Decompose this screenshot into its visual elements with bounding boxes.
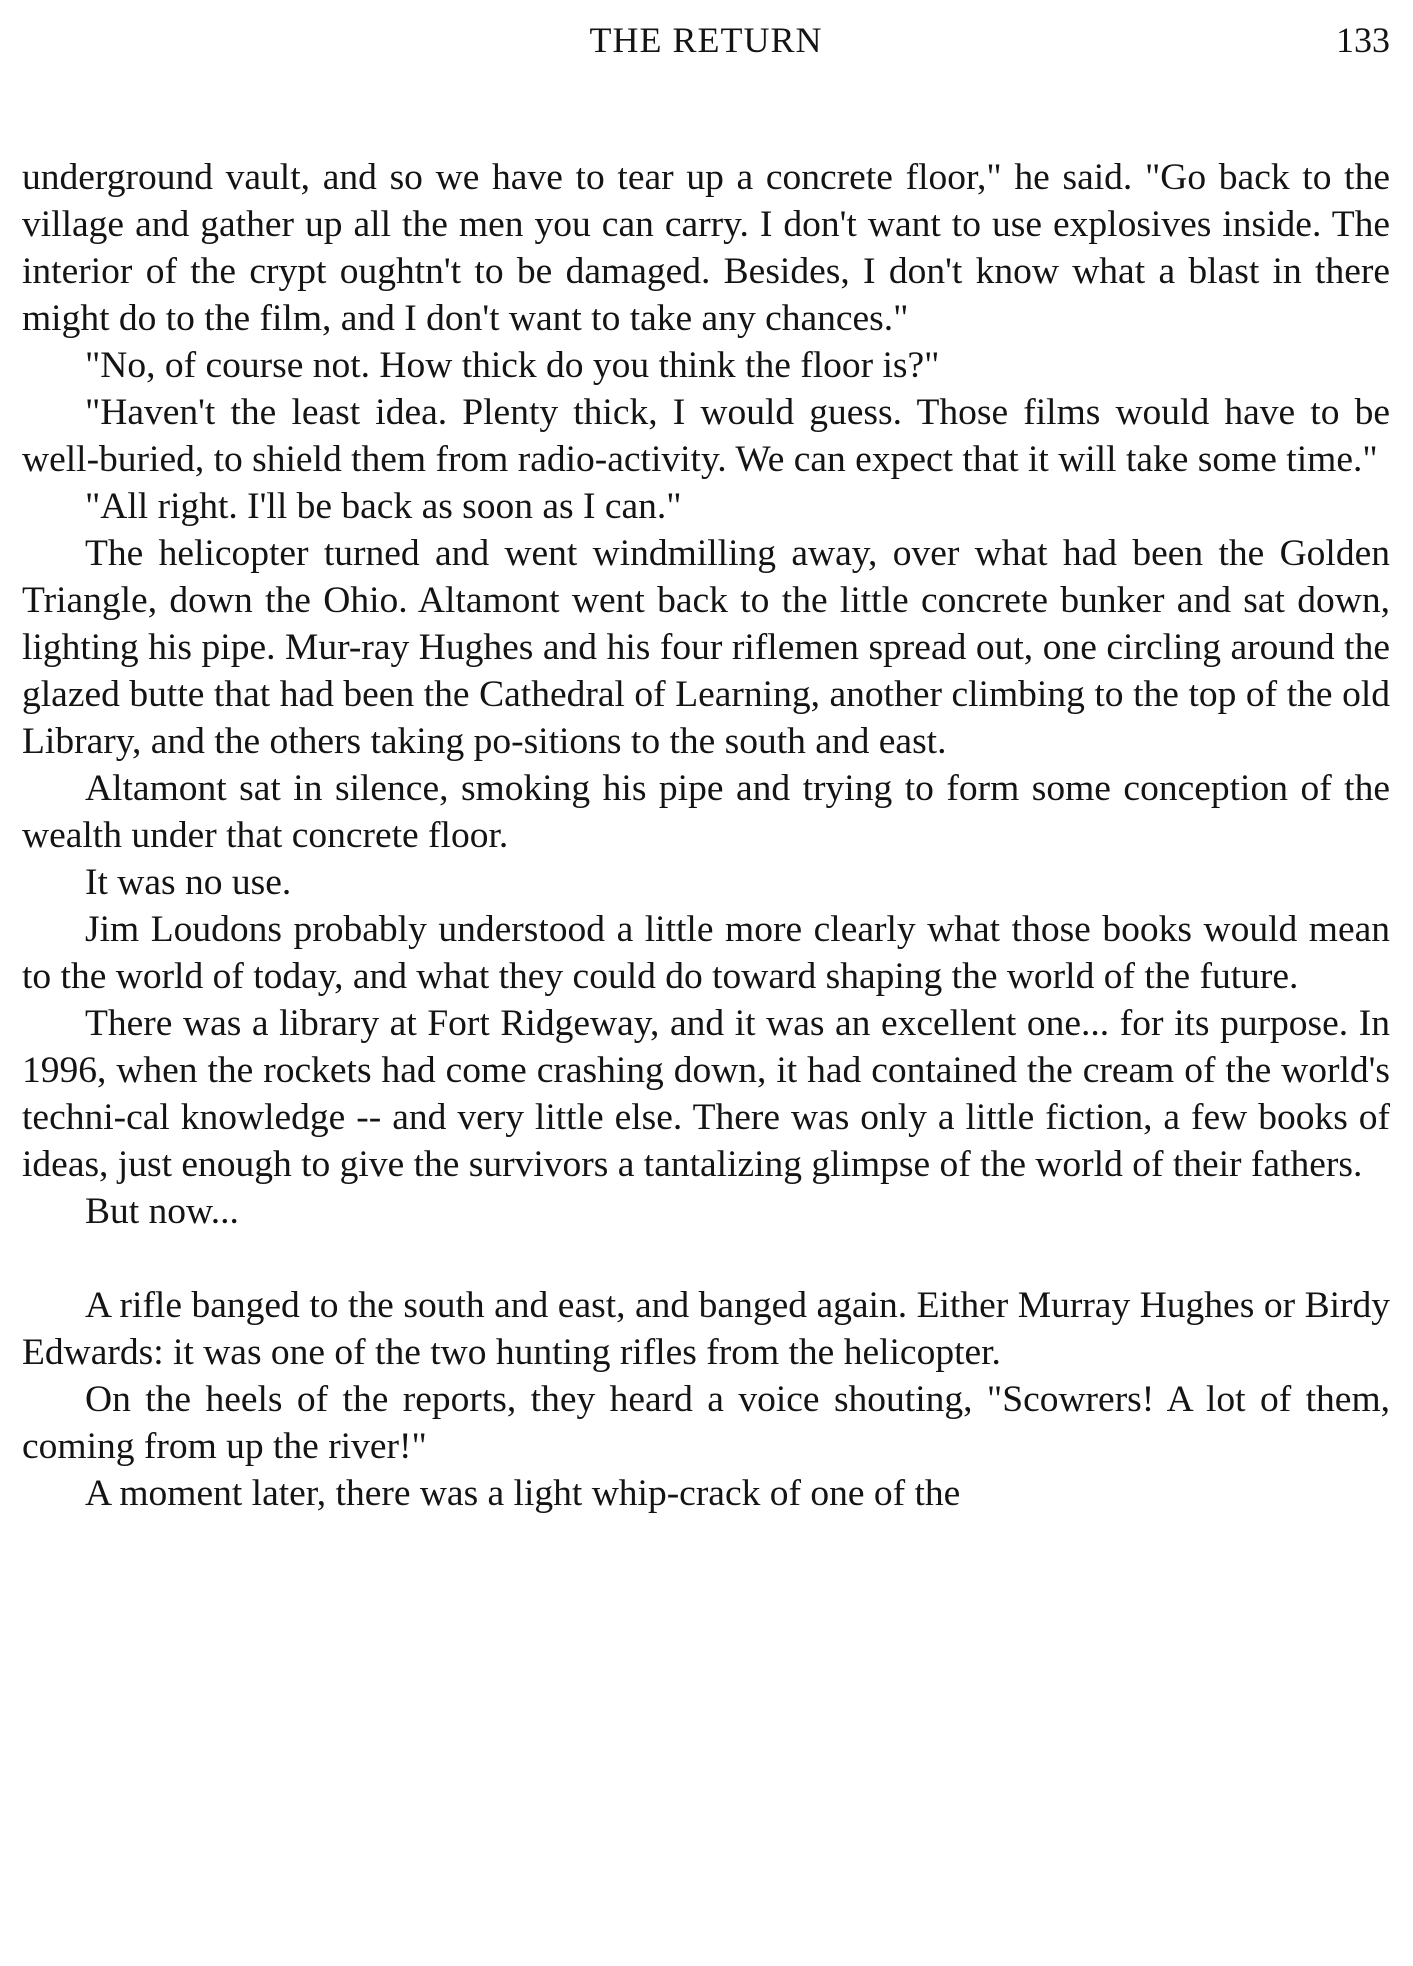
running-head	[22, 16, 1390, 64]
paragraph-dialogue: "No, of course not. How thick do you think the floor is?"	[85, 345, 940, 386]
paragraph: A moment later, there was a light whip-crack of one of the	[85, 1473, 961, 1514]
paragraph: Jim Loudons probably understood a little more clearly what those books would mean to the world of today, and what they could do toward shaping the world of the future.	[22, 909, 1390, 997]
paragraph: There was a library at Fort Ridgeway, and it was an excellent one... for its purpose. In 1996, when the rockets had come crashing down, it had contained the cream of the world's techni-cal knowledge -- and very little else. There was only a little fiction, a few books of ideas, just enough to give the survivors a tantalizing glimpse of the world of their fathers.	[22, 1003, 1390, 1185]
paragraph-dialogue: "Haven't the least idea. Plenty thick, I would guess. Those films would have to be well-buried, to shield them from radio-activity. We can expect that it will take some time."	[22, 392, 1390, 480]
paragraph: But now...	[85, 1191, 239, 1232]
paragraph-dialogue: "All right. I'll be back as soon as I can."	[85, 486, 682, 527]
paragraph: The helicopter turned and went windmilling away, over what had been the Golden Triangle, down the Ohio. Altamont went back to the little concrete bunker and sat down, lighting his pipe. Mur-ray Hughes and his four riflemen spread out, one circling around the glazed butte that had been the Cathedral of Learning, another climbing to the top of the old Library, and the others taking po-sitions to the south and east.	[22, 533, 1390, 762]
paragraph-continuation: underground vault, and so we have to tear up a concrete floor," he said. "Go back to the village and gather up all the men you can carry. I don't want to use explosives inside. The interior of the crypt oughtn't to be damaged. Besides, I don't know what a blast in there might do to the film, and I don't want to take any chances."	[22, 157, 1390, 339]
paragraph: On the heels of the reports, they heard a voice shouting, "Scowrers! A lot of them, coming from up the river!"	[22, 1379, 1390, 1467]
page-number: 133	[1336, 20, 1390, 60]
body-text	[22, 154, 1390, 1517]
paragraph: Altamont sat in silence, smoking his pipe and trying to form some conception of the wealth under that concrete floor.	[22, 768, 1390, 856]
paragraph: It was no use.	[85, 862, 292, 903]
chapter-title: THE RETURN	[589, 20, 823, 60]
paragraph-section-start: A rifle banged to the south and east, and banged again. Either Murray Hughes or Birdy Edwards: it was one of the two hunting rifles from the helicopter.	[22, 1285, 1390, 1373]
